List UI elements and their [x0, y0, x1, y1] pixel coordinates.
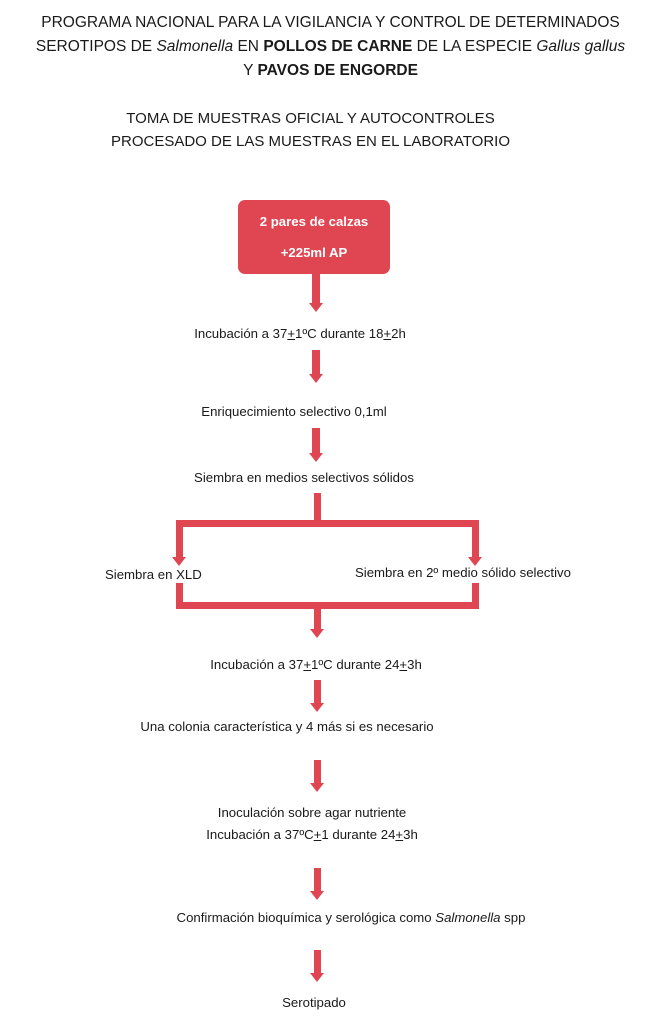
step-enrichment: Enriquecimiento selectivo 0,1ml — [201, 404, 387, 419]
arrow-head — [172, 557, 186, 566]
arrow-head — [310, 703, 324, 712]
title-line-1: PROGRAMA NACIONAL PARA LA VIGILANCIA Y CONTROL DE DETERMINADOS — [41, 14, 620, 31]
arrow-head — [310, 783, 324, 792]
arrow-shaft — [314, 950, 321, 974]
step-text: 1ºC durante 24 — [311, 657, 400, 672]
branch-right-drop — [472, 520, 479, 558]
arrow-shaft — [312, 428, 320, 454]
arrow-shaft — [314, 760, 321, 784]
start-box-line-2: +225ml AP — [280, 245, 348, 260]
arrow-shaft — [314, 605, 321, 630]
title-line-3 — [0, 59, 661, 83]
branch-stem — [314, 493, 321, 523]
step-text: 1 durante 24 — [321, 827, 396, 842]
arrow-shaft — [312, 350, 320, 375]
title-text: SEROTIPOS DE — [35, 38, 157, 55]
step-confirmation — [177, 909, 526, 927]
step-text: Incubación a 37ºC — [206, 827, 314, 842]
title-italic-gallus: Gallus gallus — [536, 38, 626, 55]
title-italic-salmonella: Salmonella — [156, 38, 234, 55]
step-inoculation: Inoculación sobre agar nutriente — [217, 805, 407, 820]
step-incubation-1 — [194, 325, 406, 343]
branch-left-drop — [176, 520, 183, 558]
arrow-head — [310, 891, 324, 900]
branch-top-bar — [176, 520, 479, 527]
title-text: DE LA ESPECIE — [412, 38, 537, 55]
plus-minus: + — [383, 326, 392, 341]
arrow-head — [310, 629, 324, 638]
subtitle — [0, 107, 641, 153]
title-bold-pavos: PAVOS DE ENGORDE — [257, 62, 418, 79]
title-bold-pollos: POLLOS DE CARNE — [263, 38, 413, 55]
title-text: Y — [243, 62, 258, 79]
start-box-line-1: 2 pares de calzas — [259, 214, 369, 229]
step-text: 1ºC durante 18 — [295, 326, 384, 341]
plus-minus: + — [303, 657, 312, 672]
plus-minus: + — [399, 657, 408, 672]
arrow-head — [309, 374, 323, 383]
arrow-head — [310, 973, 324, 982]
arrow-shaft — [314, 680, 321, 704]
start-box — [238, 200, 390, 274]
step-colony: Una colonia característica y 4 más si es necesario — [140, 719, 434, 734]
step-text: Incubación a 37 — [210, 657, 304, 672]
plus-minus: + — [287, 326, 296, 341]
arrow-shaft — [314, 868, 321, 892]
title-text: EN — [233, 38, 264, 55]
plus-minus: + — [313, 827, 322, 842]
step-serotyping: Serotipado — [282, 995, 346, 1010]
step-text: 2h — [391, 326, 406, 341]
step-italic-salmonella: Salmonella — [435, 910, 501, 925]
arrow-shaft — [312, 274, 320, 304]
arrow-head — [309, 303, 323, 312]
subtitle-line-1: TOMA DE MUESTRAS OFICIAL Y AUTOCONTROLES — [126, 110, 495, 127]
step-text: Incubación a 37 — [194, 326, 288, 341]
step-branch-xld: Siembra en XLD — [105, 567, 202, 582]
plus-minus: + — [395, 827, 404, 842]
step-incubation-3 — [206, 826, 418, 844]
arrow-head — [309, 453, 323, 462]
step-text: Confirmación bioquímica y serológica como — [176, 910, 436, 925]
step-incubation-2 — [210, 656, 422, 674]
step-text: 3h — [403, 827, 418, 842]
step-plating: Siembra en medios selectivos sólidos — [194, 470, 414, 485]
step-text: 3h — [407, 657, 422, 672]
document-title — [0, 11, 661, 83]
merge-bottom-bar — [176, 602, 479, 609]
step-text: spp — [500, 910, 526, 925]
step-branch-second-medium: Siembra en 2º medio sólido selectivo — [355, 565, 571, 580]
subtitle-line-2: PROCESADO DE LAS MUESTRAS EN EL LABORATORIO — [111, 133, 510, 150]
title-line-2 — [0, 35, 661, 59]
